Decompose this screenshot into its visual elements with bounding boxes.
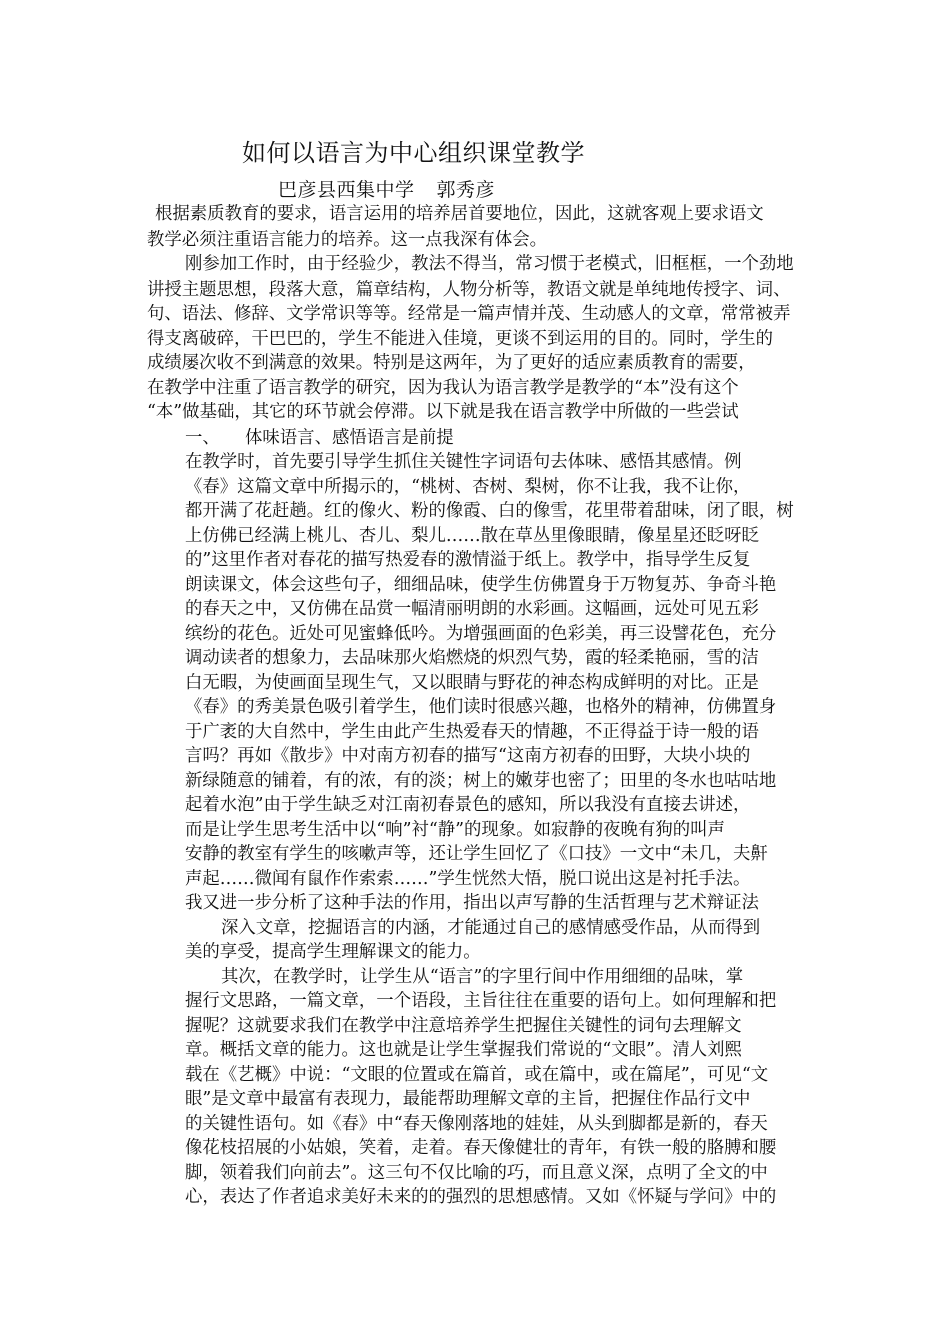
text-line: 言吗？再如《散步》中对南方初春的描写“这南方初春的田野，大块小块的 <box>185 746 751 766</box>
text-line: 的关键性语句。如《春》中“春天像刚落地的娃娃，从头到脚都是新的，春天 <box>185 1114 768 1134</box>
text-line: 脚，领着我们向前去”。这三句不仅比喻的巧，而且意义深，点明了全文的中 <box>185 1163 768 1183</box>
section-heading-text: 体味语言、感悟语言是前提 <box>245 428 454 448</box>
text-line: 其次，在教学时，让学生从“语言”的字里行间中作用细细的品味，掌 <box>221 967 744 987</box>
text-line: 起着水泡”由于学生缺乏对江南初春景色的感知，所以我没有直接去讲述， <box>185 795 751 815</box>
text-line: 载在《艺概》中说：“文眼的位置或在篇首，或在篇中，或在篇尾”，可见“文 <box>185 1065 769 1085</box>
text-line: 教学必须注重语言能力的培养。这一点我深有体会。 <box>147 230 547 250</box>
text-line: 句、语法、修辞、文学常识等等。经常是一篇声情并茂、生动感人的文章，常常被弄 <box>147 304 791 324</box>
text-line: 讲授主题思想，段落大意，篇章结构，人物分析等，教语文就是单纯地传授字、词、 <box>147 280 791 300</box>
text-line: 在教学中注重了语言教学的研究，因为我认为语言教学是教学的“本”没有这个 <box>147 378 739 398</box>
text-line: 的”这里作者对春花的描写热爱春的激情溢于纸上。教学中，指导学生反复 <box>185 550 751 570</box>
text-line: 我又进一步分析了这种手法的作用，指出以声写静的生活哲理与艺术辩证法 <box>185 893 759 913</box>
text-line: 新绿随意的铺着，有的浓，有的淡；树上的嫩芽也密了；田里的冬水也咕咕地 <box>185 771 777 791</box>
text-line: 根据素质教育的要求，语言运用的培养居首要地位，因此，这就客观上要求语文 <box>155 204 764 224</box>
text-line: 都开满了花赶趟。红的像火、粉的像霞、白的像雪，花里带着甜味，闭了眼，树 <box>185 501 794 521</box>
author-byline <box>278 175 495 202</box>
text-line: 而是让学生思考生活中以“响”衬“静”的现象。如寂静的夜晚有狗的叫声 <box>185 820 725 840</box>
text-line: 调动读者的想象力，去品味那火焰燃烧的炽烈气势，霞的轻柔艳丽，雪的洁 <box>185 648 759 668</box>
text-line: 上仿佛已经满上桃儿、杏儿、梨儿……散在草丛里像眼睛，像星星还眨呀眨 <box>185 526 759 546</box>
text-line: 握行文思路，一篇文章，一个语段，主旨往往在重要的语句上。如何理解和把 <box>185 991 777 1011</box>
text-line: 握呢？这就要求我们在教学中注意培养学生把握住关键性的词句去理解文 <box>185 1016 742 1036</box>
text-line: 安静的教室有学生的咳嗽声等，还让学生回忆了《口技》一文中“未几，夫鼾 <box>185 844 768 864</box>
text-line: 刚参加工作时，由于经验少，教法不得当，常习惯于老模式，旧框框，一个劲地 <box>185 254 794 274</box>
text-line: 《春》的秀美景色吸引着学生，他们读时很感兴趣，也格外的精神，仿佛置身 <box>185 697 777 717</box>
section-number: 一、 <box>185 428 220 448</box>
text-line: 的春天之中，又仿佛在品赏一幅清丽明朗的水彩画。这幅画，远处可见五彩 <box>185 599 759 619</box>
text-line: 朗读课文，体会这些句子，细细品味，使学生仿佛置身于万物复苏、争奇斗艳 <box>185 575 777 595</box>
text-line: 白无暇，为使画面呈现生气，又以眼睛与野花的神态构成鲜明的对比。正是 <box>185 673 759 693</box>
text-line: 缤纷的花色。近处可见蜜蜂低吟。为增强画面的色彩美，再三设譬花色，充分 <box>185 624 777 644</box>
text-line: 《春》这篇文章中所揭示的，“桃树、杏树、梨树，你不让我，我不让你， <box>185 477 751 497</box>
text-line: 深入文章，挖掘语言的内涵，才能通过自己的感情感受作品，从而得到 <box>221 918 761 938</box>
text-line: 在教学时，首先要引导学生抓住关键性字词语句去体味、感悟其感情。例 <box>185 452 742 472</box>
author-name: 郭秀彦 <box>436 179 496 201</box>
text-line: 成绩屡次收不到满意的效果。特别是这两年，为了更好的适应素质教育的需要， <box>147 353 756 373</box>
text-line: 章。概括文章的能力。这也就是让学生掌握我们常说的“文眼”。清人刘熙 <box>185 1040 742 1060</box>
text-line: 心，表达了作者追求美好未来的的强烈的思想感情。又如《怀疑与学问》中的 <box>185 1187 777 1207</box>
text-line: 声起……微闻有鼠作作索索……”学生恍然大悟，脱口说出这是衬托手法。 <box>185 869 751 889</box>
text-line: 像花枝招展的小姑娘，笑着，走着。春天像健壮的青年，有铁一般的胳膊和腰 <box>185 1138 777 1158</box>
text-line: 眼”是文章中最富有表现力，最能帮助理解文章的主旨，把握住作品行文中 <box>185 1089 751 1109</box>
author-school: 巴彦县西集中学 <box>278 179 415 201</box>
text-line: 美的享受，提高学生理解课文的能力。 <box>185 942 481 962</box>
text-line: 得支离破碎，干巴巴的，学生不能进入佳境，更谈不到运用的目的。同时，学生的 <box>147 329 774 349</box>
section-heading <box>185 425 454 451</box>
text-line: “本”做基础，其它的环节就会停滞。以下就是我在语言教学中所做的一些尝试 <box>147 402 739 422</box>
document-title: 如何以语言为中心组织课堂教学 <box>242 139 585 167</box>
text-line: 于广袤的大自然中，学生由此产生热爱春天的情趣，不正得益于诗一般的语 <box>185 722 759 742</box>
